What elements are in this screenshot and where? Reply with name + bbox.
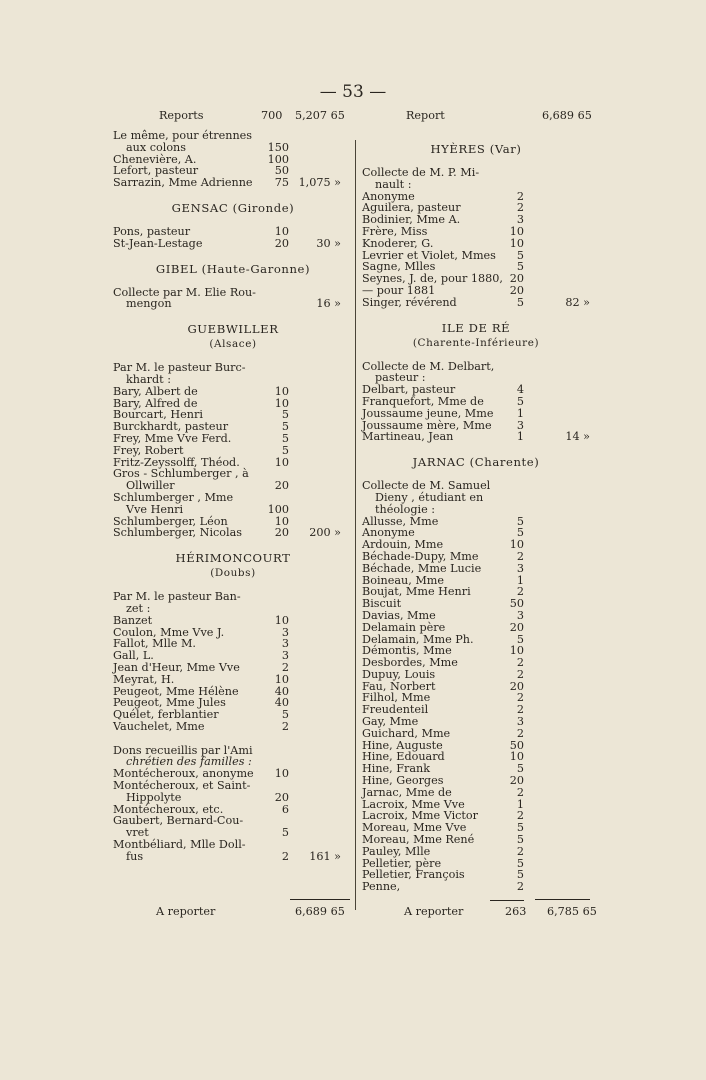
entry-name: Par M. le pasteur Ban- [113, 590, 241, 604]
section-heading: HYÈRES (Var) [430, 142, 522, 156]
entry-amount: 4 [516, 383, 524, 397]
entry-name: Vve Henri [126, 502, 184, 516]
entry-name: Moreau, Mme Vve [362, 821, 467, 835]
section-total: 200 » [309, 526, 341, 540]
entry-amount: 50 [509, 597, 524, 611]
footer-total-left: 6,689 65 [295, 905, 345, 918]
entry-amount: 2 [281, 849, 289, 863]
section-heading: ILE DE RÉ [441, 320, 511, 335]
entry-row [362, 563, 590, 575]
entry-name: Levrier et Violet, Mmes [362, 248, 496, 262]
entry-name: Frey, Robert [113, 443, 184, 457]
entry-amount: 3 [281, 637, 289, 651]
entry-row [113, 527, 353, 539]
section-total: 14 » [565, 430, 590, 444]
entry-name: Delamain père [362, 620, 446, 634]
entry-amount: 5 [281, 431, 289, 445]
entry-name: Penne, [362, 880, 401, 894]
entry-amount: 10 [274, 396, 289, 410]
entry-name: Montécheroux, et Saint- [113, 779, 251, 793]
entry-row [362, 610, 590, 622]
entry-row [113, 374, 353, 386]
entry-name: Pelletier, père [362, 856, 442, 870]
left-column [113, 110, 353, 863]
entry-name: Lacroix, Mme Victor [362, 809, 478, 823]
entry-name: Joussaume mère, Mme [362, 418, 492, 432]
section-subheading: (Alsace) [209, 338, 257, 351]
entry-name: Delbart, pasteur [362, 383, 456, 397]
entry-amount: 20 [509, 774, 524, 788]
entry-row [362, 846, 590, 858]
entry-row [362, 408, 590, 420]
entry-row [113, 177, 353, 189]
entry-amount: 5 [516, 394, 524, 408]
entry-name: Freudenteil [362, 703, 429, 717]
entry-name: Sagne, Mlles [362, 260, 436, 274]
entry-amount: 2 [516, 667, 524, 681]
entry-name: Ardouin, Mme [362, 538, 444, 552]
entry-amount: 5 [516, 248, 524, 262]
entry-amount: 2 [516, 201, 524, 215]
entry-name: Chenevière, A. [113, 152, 197, 166]
entry-name: Dieny , étudiant en [375, 490, 484, 504]
section-total: 161 » [309, 849, 341, 863]
entry-name: Coulon, Mme Vve J. [113, 625, 225, 639]
entry-amount: 5 [281, 443, 289, 457]
entry-amount: 10 [274, 613, 289, 627]
entry-name: Fau, Norbert [362, 679, 436, 693]
entry-amount: 2 [516, 549, 524, 563]
entry-name: Banzet [113, 613, 153, 627]
entry-row [362, 504, 590, 516]
entry-name: Collecte de M. Samuel [362, 479, 491, 493]
entry-name: Béchade, Mme Lucie [362, 561, 482, 575]
entry-name: Montécheroux, anonyme [113, 767, 254, 781]
entry-amount: 10 [274, 767, 289, 781]
entry-amount: 2 [516, 785, 524, 799]
entry-amount: 1 [516, 406, 524, 420]
report-label: Reports [159, 109, 204, 122]
entry-name: aux colons [126, 140, 187, 154]
section-heading: GIBEL (Haute-Garonne) [155, 261, 311, 276]
footer-label-left: A reporter [156, 905, 216, 918]
entry-amount: 50 [509, 738, 524, 752]
entry-name: Fallot, Mlle M. [113, 637, 196, 651]
entry-amount: 5 [516, 514, 524, 528]
entry-amount: 5 [281, 408, 289, 422]
entry-amount: 2 [516, 809, 524, 823]
entry-name: Davias, Mme [362, 608, 436, 622]
right-column [362, 110, 590, 893]
entry-amount: 5 [516, 295, 524, 309]
entry-row [113, 851, 353, 863]
entry-row [362, 297, 590, 309]
entry-amount: 2 [516, 880, 524, 894]
section-heading: GENSAC (Gironde) [171, 200, 295, 215]
sum-rule [535, 899, 590, 900]
entry-name: Vauchelet, Mme [113, 719, 205, 733]
entry-amount: 40 [274, 696, 289, 710]
entry-name: Martineau, Jean [362, 430, 454, 444]
entry-name: Guichard, Mme [362, 726, 451, 740]
entry-name: Aguilera, pasteur [362, 201, 461, 215]
entry-name: Burckhardt, pasteur [113, 420, 229, 434]
report-label: Report [406, 109, 445, 122]
report-total: 5,207 65 [295, 109, 345, 122]
section-subheading: (Doubs) [210, 567, 256, 580]
entry-name: Quélet, ferblantier [113, 708, 219, 722]
entry-row [113, 298, 353, 310]
entry-amount: 2 [516, 691, 524, 705]
entry-name: Bodinier, Mme A. [362, 213, 461, 227]
entry-amount: 100 [267, 502, 289, 516]
entry-name: Frey, Mme Vve Ferd. [113, 431, 232, 445]
report-row [362, 110, 590, 130]
entry-name: Dupuy, Louis [362, 667, 436, 681]
entry-amount: 100 [267, 152, 289, 166]
entry-name: Le même, pour étrennes [113, 129, 253, 142]
entry-row [113, 504, 353, 516]
entry-row [113, 445, 353, 457]
entry-row [113, 226, 353, 238]
entry-name: Schlumberger, Léon [113, 514, 228, 528]
entry-name: Montbéliard, Mlle Doll- [113, 838, 246, 852]
entry-name: Filhol, Mme [362, 691, 431, 705]
entry-amount: 50 [274, 164, 289, 178]
entry-name: Gall, L. [113, 649, 154, 663]
entry-name: Fritz-Zeyssolff, Théod. [113, 455, 240, 469]
entry-amount: 2 [516, 703, 524, 717]
entry-name: Montécheroux, etc. [113, 802, 224, 816]
entry-amount: 6 [281, 802, 289, 816]
entry-name: Bourcart, Henri [113, 408, 203, 422]
section-subheading: (Charente-Inférieure) [412, 336, 540, 349]
entry-amount: 3 [516, 608, 524, 622]
entry-name: Peugeot, Mme Hélène [113, 684, 239, 698]
footer-total-right: 6,785 65 [547, 905, 597, 918]
entry-name: mengon [126, 297, 172, 311]
entry-name: vret [126, 826, 149, 840]
entry-name: Meyrat, H. [113, 672, 175, 686]
entry-name: Moreau, Mme René [362, 833, 475, 847]
entry-name: St-Jean-Lestage [113, 236, 203, 250]
entry-amount: 5 [516, 856, 524, 870]
entry-name: chrétien des familles : [126, 755, 252, 769]
entry-name: Allusse, Mme [362, 514, 439, 528]
entry-name: Gay, Mme [362, 715, 419, 729]
entry-amount: 3 [516, 715, 524, 729]
entry-name: Franquefort, Mme de [362, 394, 484, 408]
entry-amount: 5 [281, 708, 289, 722]
subtotal-rule [490, 900, 524, 901]
page-number: — 53 — [319, 82, 387, 102]
entry-name: zet : [126, 601, 151, 615]
entry-amount: 2 [281, 719, 289, 733]
entry-name: théologie : [375, 502, 436, 516]
entry-name: khardt : [126, 372, 171, 386]
section-heading: GUEBWILLER [187, 322, 279, 337]
entry-amount: 20 [509, 283, 524, 297]
entry-amount: 10 [274, 455, 289, 469]
entry-amount: 5 [516, 632, 524, 646]
entry-name: Gaubert, Bernard-Cou- [113, 814, 244, 828]
entry-amount: 150 [267, 140, 289, 154]
entry-amount: 40 [274, 684, 289, 698]
entry-amount: 10 [274, 384, 289, 398]
entry-row [113, 433, 353, 445]
entry-name: Schlumberger, Nicolas [113, 526, 243, 540]
entry-name: Lacroix, Mme Vve [362, 797, 465, 811]
entry-name: Boujat, Mme Henri [362, 585, 471, 599]
entry-row [113, 615, 353, 627]
column-divider [355, 140, 356, 910]
entry-name: Hine, Frank [362, 762, 431, 776]
entry-name: Démontis, Mme [362, 644, 452, 658]
entry-row [113, 238, 353, 250]
entry-name: Collecte par M. Elie Rou- [113, 285, 256, 299]
entry-amount: 3 [516, 418, 524, 432]
entry-amount: 1 [516, 430, 524, 444]
entry-name: Pons, pasteur [113, 224, 191, 238]
entry-amount: 2 [516, 585, 524, 599]
entry-name: Jarnac, Mme de [362, 785, 452, 799]
entry-name: pasteur : [375, 371, 426, 385]
section-total: 16 » [316, 297, 341, 311]
entry-name: fus [126, 849, 144, 863]
section-total: 30 » [316, 236, 341, 250]
entry-amount: 10 [274, 224, 289, 238]
entry-row [362, 492, 590, 504]
entry-amount: 20 [274, 236, 289, 250]
entry-amount: 2 [281, 660, 289, 674]
footer-amount-right: 263 [505, 905, 527, 918]
entry-row [362, 238, 590, 250]
entry-name: Gros - Schlumberger , à [113, 467, 249, 481]
entry-amount: 3 [516, 561, 524, 575]
entry-name: Anonyme [362, 526, 415, 540]
entry-amount: 2 [516, 726, 524, 740]
entry-name: Hine, Georges [362, 774, 444, 788]
entry-name: Boineau, Mme [362, 573, 445, 587]
entry-amount: 10 [509, 236, 524, 250]
entry-amount: 5 [516, 526, 524, 540]
entry-row [113, 603, 353, 615]
entry-amount: 2 [516, 844, 524, 858]
entry-amount: 10 [274, 514, 289, 528]
entry-name: Peugeot, Mme Jules [113, 696, 226, 710]
entry-amount: 5 [516, 833, 524, 847]
entry-amount: 10 [509, 644, 524, 658]
entry-amount: 5 [281, 420, 289, 434]
entry-amount: 10 [509, 224, 524, 238]
entry-row [362, 226, 590, 238]
entry-name: Sarrazin, Mme Adrienne [113, 176, 253, 190]
entry-name: Joussaume jeune, Mme [362, 406, 494, 420]
entry-amount: 5 [516, 821, 524, 835]
entry-name: Bary, Albert de [113, 384, 198, 398]
entry-row [113, 662, 353, 674]
entry-row [362, 622, 590, 634]
entry-name: Frère, Miss [362, 224, 428, 238]
entry-amount: 2 [516, 189, 524, 203]
entry-row [113, 386, 353, 398]
entry-name: Collecte de M. Delbart, [362, 359, 495, 373]
entry-name: Singer, révérend [362, 295, 457, 309]
entry-row [362, 431, 590, 443]
entry-amount: 20 [509, 679, 524, 693]
entry-row [113, 792, 353, 804]
entry-name: Dons recueillis par l'Ami [113, 743, 253, 757]
entry-name: — pour 1881 [362, 283, 436, 297]
entry-name: Seynes, J. de, pour 1880, [362, 272, 503, 286]
entry-name: Bary, Alfred de [113, 396, 198, 410]
footer-label-right: A reporter [404, 905, 464, 918]
entry-amount: 5 [281, 826, 289, 840]
entry-name: Hine, Edouard [362, 750, 445, 764]
entry-amount: 5 [516, 868, 524, 882]
entry-name: Anonyme [362, 189, 415, 203]
entry-amount: 1 [516, 797, 524, 811]
report-total: 6,689 65 [542, 109, 592, 122]
entry-row [113, 142, 353, 154]
entry-amount: 10 [509, 538, 524, 552]
entry-name: Desbordes, Mme [362, 656, 458, 670]
entry-amount: 10 [274, 672, 289, 686]
entry-name: Delamain, Mme Ph. [362, 632, 474, 646]
section-total: 1,075 » [298, 176, 341, 190]
section-heading: JARNAC (Charente) [412, 455, 540, 470]
entry-amount: 5 [516, 260, 524, 274]
entry-row [362, 396, 590, 408]
entry-name: Béchade-Dupy, Mme [362, 549, 479, 563]
entry-amount: 20 [509, 620, 524, 634]
entry-amount: 1 [516, 573, 524, 587]
entry-row [113, 674, 353, 686]
entry-name: Par M. le pasteur Burc- [113, 361, 246, 375]
entry-amount: 20 [274, 479, 289, 493]
entry-name: Knoderer, G. [362, 236, 434, 250]
entry-row [362, 179, 590, 191]
entry-name: Collecte de M. P. Mi- [362, 166, 480, 179]
entry-amount: 75 [274, 176, 289, 190]
entry-row [113, 492, 353, 504]
entry-row [113, 721, 353, 733]
entry-row [113, 815, 353, 827]
entry-amount: 20 [274, 790, 289, 804]
entry-amount: 20 [274, 526, 289, 540]
report-row [113, 110, 353, 130]
entry-name: Ollwiller [126, 479, 175, 493]
entry-name: Pauley, Mlle [362, 844, 431, 858]
entry-row [362, 551, 590, 563]
section-total: 82 » [565, 295, 590, 309]
entry-name: nault : [375, 177, 412, 191]
entry-amount: 3 [516, 213, 524, 227]
report-amount: 700 [261, 109, 283, 122]
entry-name: Biscuit [362, 597, 402, 611]
entry-name: Pelletier, François [362, 868, 465, 882]
entry-row [362, 285, 590, 297]
entry-row [362, 787, 590, 799]
entry-row [362, 728, 590, 740]
entry-name: Lefort, pasteur [113, 164, 199, 178]
entry-amount: 5 [516, 762, 524, 776]
sum-rule [290, 899, 350, 900]
entry-row [362, 669, 590, 681]
entry-name: Jean d'Heur, Mme Vve [113, 660, 240, 674]
entry-amount: 3 [281, 625, 289, 639]
entry-name: Hippolyte [126, 790, 182, 804]
entry-name: Hine, Auguste [362, 738, 443, 752]
entry-amount: 10 [509, 750, 524, 764]
entry-amount: 3 [281, 649, 289, 663]
entry-name: Schlumberger , Mme [113, 490, 234, 504]
entry-row [362, 881, 590, 893]
entry-amount: 2 [516, 656, 524, 670]
entry-amount: 20 [509, 272, 524, 286]
section-heading: HÉRIMONCOURT [175, 551, 291, 566]
